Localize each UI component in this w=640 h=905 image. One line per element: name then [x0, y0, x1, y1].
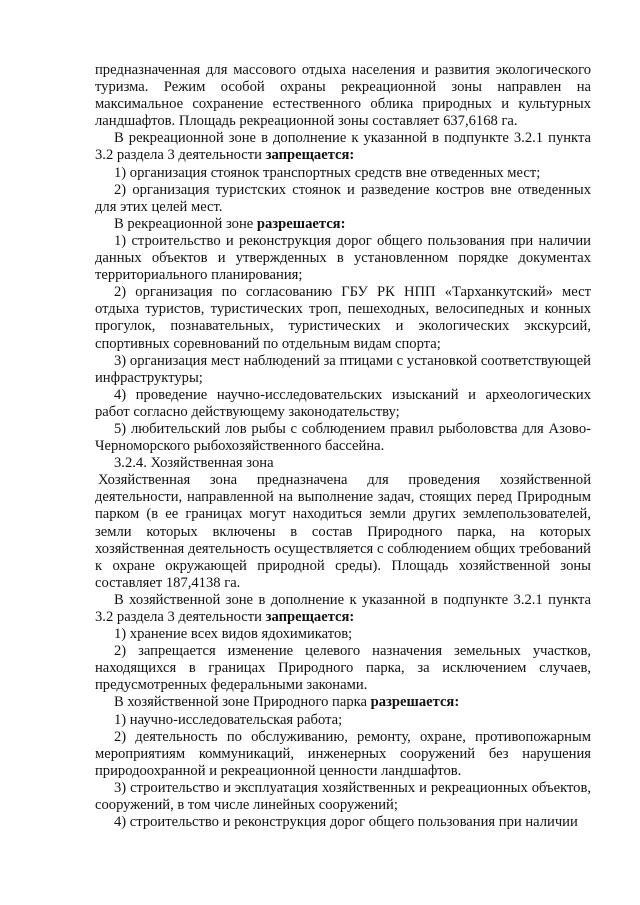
list-item: [95, 421, 591, 455]
paragraph-economic-allowed-intro: [95, 694, 591, 711]
paragraph-economic-zone-description: [95, 472, 591, 592]
list-item: [95, 729, 591, 780]
list-item: [95, 814, 591, 831]
bold-keyword: запрещается:: [265, 609, 355, 625]
list-item: [95, 182, 591, 216]
list-item: [95, 233, 591, 284]
paragraph-text: В хозяйственной зоне в дополнение к указанной в подпункте 3.2.1 пункта 3.2 раздела 3 деятельности: [95, 591, 591, 625]
paragraph-recreation-purpose: [95, 62, 591, 130]
list-item-text: 4) строительство и реконструкция дорог общего пользования при наличии: [114, 814, 578, 831]
list-item: [95, 643, 591, 694]
section-heading-text: 3.2.4. Хозяйственная зона: [114, 455, 274, 472]
list-item: [95, 353, 591, 387]
list-item-text: 1) научно-исследовательская работа;: [114, 711, 343, 728]
bold-keyword: запрещается:: [265, 147, 355, 164]
list-item: [95, 780, 591, 814]
paragraph-recreation-prohibited-intro: [95, 130, 591, 164]
list-item-text: 2) организация туристских стоянок и разведение костров вне отведенных для этих целей мест.: [95, 181, 591, 215]
list-item: [95, 284, 591, 352]
list-item: [95, 165, 591, 182]
paragraph-text: В рекреационной зоне в дополнение к указанной в подпункте 3.2.1 пункта 3.2 раздела 3 деятельности: [95, 130, 591, 164]
list-item-text: 4) проведение научно-исследовательских изысканий и археологических работ согласно действующему законодательству;: [95, 386, 591, 420]
paragraph-text: предназначенная для массового отдыха населения и развития экологического туризма. Режим особой охраны рекреационной зоны направлен на максимальное сохранение естественного облика природных и культурных ландшафтов. Площадь рекреационной зоны составляет 637,6168 га.: [95, 62, 591, 130]
list-item-text: 3) строительство и эксплуатация хозяйственных и рекреационных объектов, сооружений, в том числе линейных сооружений;: [95, 779, 591, 814]
paragraph-recreation-allowed-intro: [95, 216, 591, 233]
section-heading: [95, 455, 591, 472]
paragraph-economic-prohibited-intro: [95, 592, 591, 626]
paragraph-text: Хозяйственная зона предназначена для проведения хозяйственной деятельности, направленной на выполнение задач, стоящих перед Природным парком (в ее границах могут находиться земли других землепользователей, земли которых включены в состав Природного парка, на которых хозяйственная деятельность осуществляется с соблюдением общих требований к охране окружающей природной среды). Площадь хозяйственной зоны составляет 187,4138 га.: [95, 472, 591, 591]
paragraph-text: В рекреационной зоне: [114, 215, 257, 232]
list-item: [95, 626, 591, 643]
paragraph-text: В хозяйственной зоне Природного парка: [114, 694, 371, 711]
document-page: [95, 62, 591, 831]
list-item-text: 2) деятельность по обслуживанию, ремонту, охране, противопожарным мероприятиям коммуникаций, инженерных сооружений без нарушения природоохранной и рекреационной ценности ландшафтов.: [95, 728, 591, 779]
list-item-text: 5) любительский лов рыбы с соблюдением правил рыболовства для Азово-Черноморского рыбохозяйственного бассейна.: [95, 420, 591, 455]
bold-keyword: разрешается:: [256, 215, 346, 232]
bold-keyword: разрешается:: [370, 694, 460, 711]
list-item-text: 1) строительство и реконструкция дорог общего пользования при наличии данных объектов и утвержденных в установленном порядке документах территориального планирования;: [95, 232, 591, 284]
list-item-text: 2) организация по согласованию ГБУ РК НПП «Тарханкутский» мест отдыха туристов, туристических троп, пешеходных, велосипедных и конных прогулок, познавательных, туристических и экологических экскурсий, спортивных соревнований по отдельным видам спорта;: [95, 284, 591, 352]
list-item-text: 3) организация мест наблюдений за птицами с установкой соответствующей инфраструктуры;: [95, 352, 591, 386]
list-item: [95, 387, 591, 421]
list-item-text: 2) запрещается изменение целевого назначения земельных участков, находящихся в границах Природного парка, за исключением случаев, предусмотренных федеральными законами.: [95, 643, 591, 694]
list-item-text: 1) организация стоянок транспортных средств вне отведенных мест;: [114, 164, 541, 181]
list-item-text: 1) хранение всех видов ядохимикатов;: [114, 626, 353, 643]
list-item: [95, 712, 591, 729]
